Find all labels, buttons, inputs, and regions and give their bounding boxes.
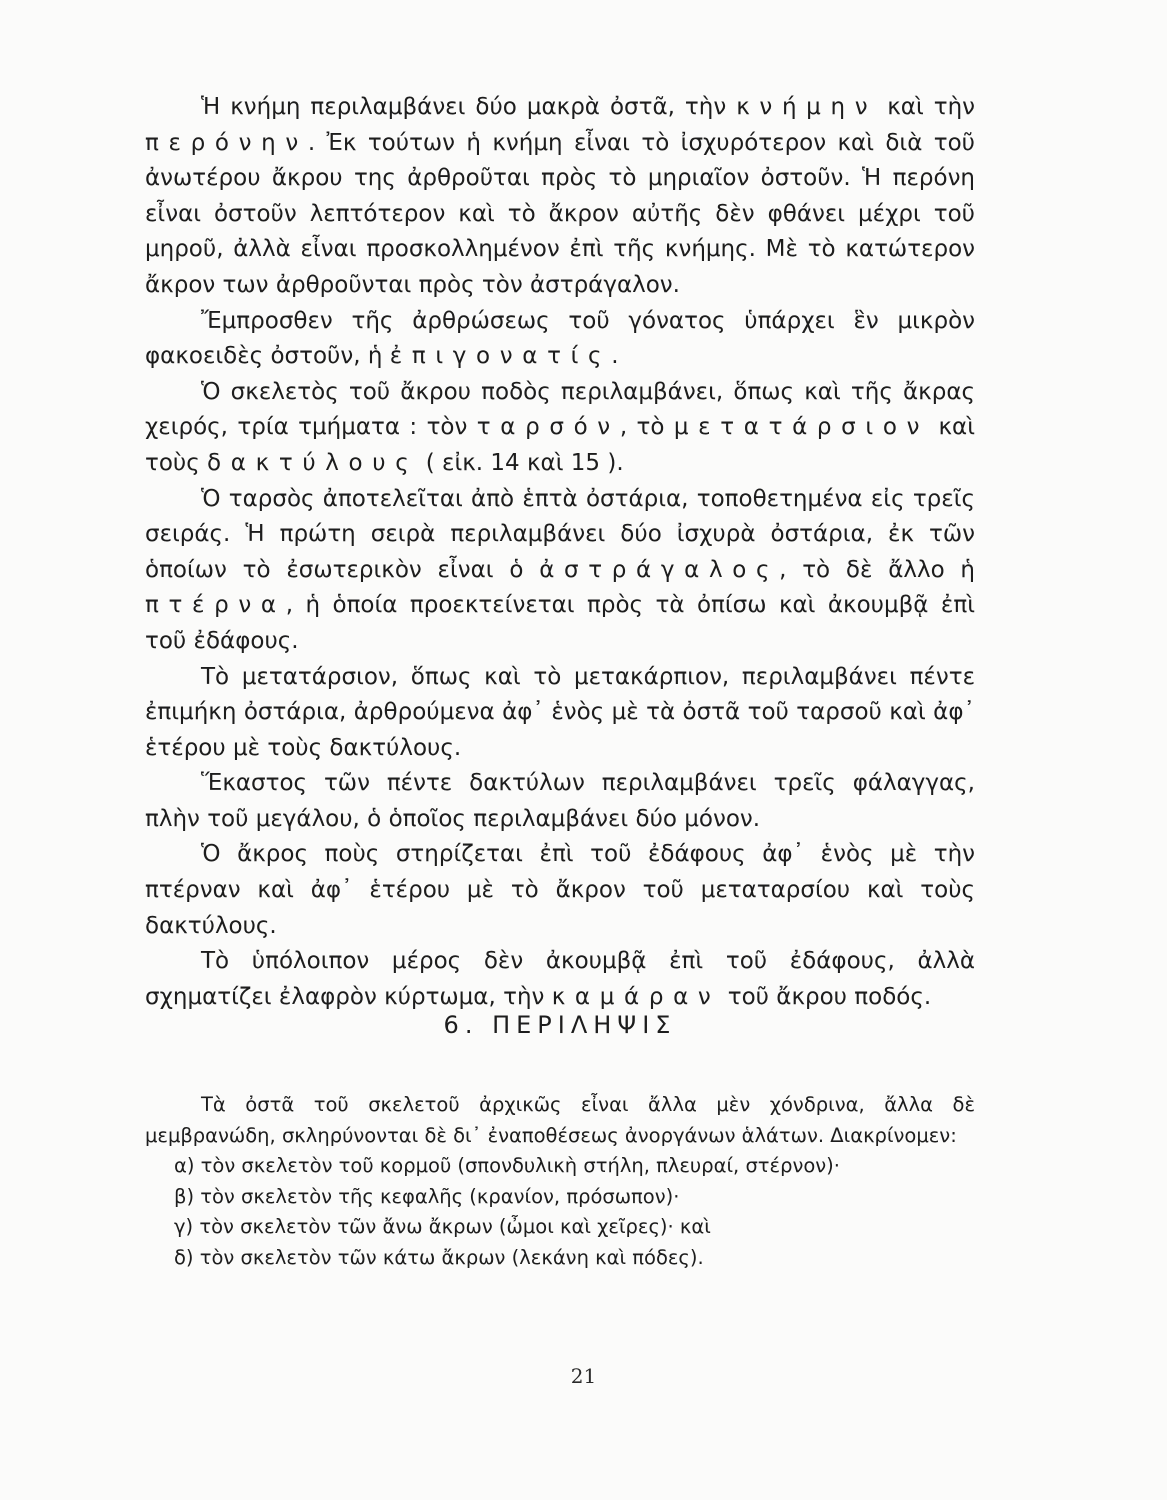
text-run: , τὸ bbox=[619, 414, 674, 441]
text-run: . Ἐκ τούτων ἡ κνήμη εἶναι τὸ ἰσχυρότερον καὶ διὰ τοῦ ἀνωτέρου ἄκρου της ἀρθροῦται πρὸς τὸ μηριαῖον ὀστοῦν. Ἡ περόνη εἶναι ὀστοῦν λεπτότερον καὶ τὸ ἄκρον αὐτῆς δὲν φθάνει μέχρι τοῦ μηροῦ, ἀλλὰ εἶναι προσκολλημένον ἐπὶ τῆς κνήμης. Μὲ τὸ κατώτερον ἄκρον των ἀρθροῦνται πρὸς τὸν ἀστράγαλον. bbox=[145, 129, 975, 298]
spaced-term-astragalos: ἀστράγαλος bbox=[539, 556, 780, 583]
paragraph-tibia-fibula bbox=[145, 90, 975, 304]
page-number: 21 bbox=[570, 1364, 597, 1388]
paragraph-metatarsus: Τὸ μετατάρσιον, ὅπως καὶ τὸ μετακάρπιον, περιλαμβάνει πέντε ἐπιμήκη ὀστάρια, ἀρθρούμενα ἀφ᾽ ἑνὸς μὲ τὰ ὀστᾶ τοῦ ταρσοῦ καὶ ἀφ᾽ ἑτέρου μὲ τοὺς δακτύλους. bbox=[145, 663, 975, 761]
text-run: καὶ τοὺς bbox=[145, 414, 975, 476]
paragraph-tarsus bbox=[145, 482, 975, 660]
text-run: . bbox=[611, 343, 619, 370]
text-run: τοῦ ἄκρου ποδός. bbox=[720, 983, 932, 1010]
summary-intro: Τὰ ὀστᾶ τοῦ σκελετοῦ ἀρχικῶς εἶναι ἄλλα μὲν χόνδρινα, ἄλλα δὲ μεμβρανώδη, σκληρύνονται δὲ δι᾽ ἐναποθέσεως ἀνοργάνων ἁλάτων. Διακρίνομεν: bbox=[145, 1093, 975, 1147]
body-text bbox=[145, 90, 975, 1015]
spaced-term-daktyloi: δακτύλους bbox=[207, 449, 419, 476]
paragraph-patella bbox=[145, 304, 975, 375]
summary-block bbox=[145, 1090, 975, 1273]
text-run: , τὸ δὲ ἄλλο ἡ bbox=[779, 556, 976, 583]
text-run: καὶ τὴν bbox=[877, 94, 975, 120]
text-run: Ὁ σκελετὸς τοῦ ἄκρου ποδὸς περιλαμβάνει, ὅπως καὶ τῆς ἄκρας χειρός, τρία τμήματα : τὸν bbox=[145, 378, 975, 441]
text-run: Ὁ ταρσὸς ἀποτελεῖται ἀπὸ ἑπτὰ ὀστάρια, τοποθετημένα εἰς τρεῖς σειράς. Ἡ πρώτη σειρὰ περιλαμβάνει δύο ἰσχυρὰ ὀστάρια, ἐκ τῶν ὁποίων τὸ ἐσωτερικὸν εἶναι ὁ bbox=[145, 485, 975, 583]
paragraph-phalanges: Ἕκαστος τῶν πέντε δακτύλων περιλαμβάνει τρεῖς φάλαγγας, πλὴν τοῦ μεγάλου, ὁ ὁποῖος περιλαμβάνει δύο μόνον. bbox=[145, 770, 975, 832]
spaced-term-tarsos: ταρσόν bbox=[476, 414, 620, 441]
summary-list bbox=[145, 1151, 975, 1273]
text-run: ( εἰκ. 14 καὶ 15 ). bbox=[418, 449, 624, 476]
spaced-term-epigonatis: ἐπιγονατίς bbox=[389, 343, 612, 370]
summary-item: δ) τὸν σκελετὸν τῶν κάτω ἄκρων (λεκάνη καὶ πόδες). bbox=[174, 1245, 704, 1269]
spaced-term-pterna: πτέρνα bbox=[145, 592, 286, 619]
text-run: , ἡ ὁποία προεκτείνεται πρὸς τὰ ὀπίσω καὶ ἀκουμβᾷ ἐπὶ τοῦ ἐδάφους. bbox=[145, 592, 975, 654]
spaced-term-kamara: καμάραν bbox=[551, 983, 721, 1010]
paragraph-arch bbox=[145, 944, 975, 1015]
spaced-term-peroni: περόνην bbox=[145, 129, 308, 156]
text-run: Ἔμπροσθεν τῆς ἀρθρώσεως τοῦ γόνατος ὑπάρχει ἓν μικρὸν φακοειδὲς ὀστοῦν, ἡ bbox=[145, 307, 975, 370]
section-title: 6. ΠΕΡΙΛΗΨΙΣ bbox=[443, 1011, 677, 1039]
spaced-term-metatarsion: μετατάρσιον bbox=[673, 414, 930, 441]
summary-item: β) τὸν σκελετὸν τῆς κεφαλῆς (κρανίον, πρόσωπον)· bbox=[174, 1184, 680, 1208]
paragraph-foot-skeleton bbox=[145, 375, 975, 482]
paragraph-foot-support: Ὁ ἄκρος ποὺς στηρίζεται ἐπὶ τοῦ ἐδάφους ἀφ᾽ ἑνὸς μὲ τὴν πτέρναν καὶ ἀφ᾽ ἑτέρου μὲ τὸ ἄκρον τοῦ μεταταρσίου καὶ τοὺς δακτύλους. bbox=[145, 841, 975, 939]
spaced-term-knimi: κνήμην bbox=[736, 94, 878, 120]
text-run: Τὸ ὑπόλοιπον μέρος δὲν ἀκουμβᾷ ἐπὶ τοῦ ἐδάφους, ἀλλὰ σχηματίζει ἐλαφρὸν κύρτωμα, τὴν bbox=[145, 948, 975, 1010]
text-run: Ἡ κνήμη περιλαμβάνει δύο μακρὰ ὀστᾶ, τὴν bbox=[201, 94, 737, 120]
summary-item: α) τὸν σκελετὸν τοῦ κορμοῦ (σπονδυλικὴ στήλη, πλευραί, στέρνον)· bbox=[174, 1154, 840, 1177]
summary-item: γ) τὸν σκελετὸν τῶν ἄνω ἄκρων (ὦμοι καὶ χεῖρες)· καὶ bbox=[174, 1215, 711, 1238]
